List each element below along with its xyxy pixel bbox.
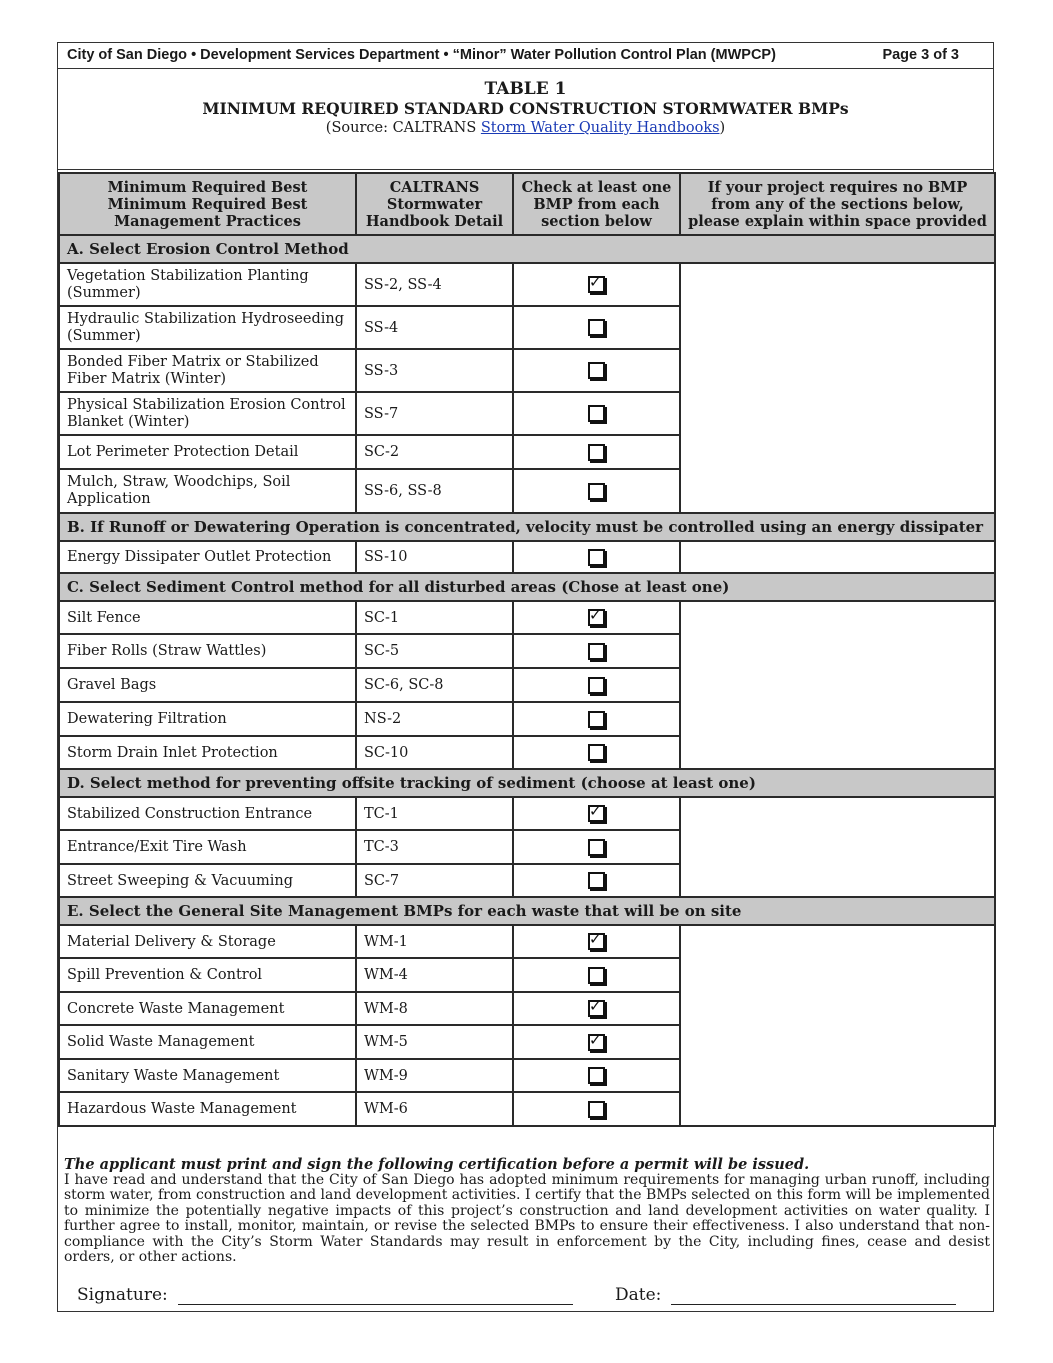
signature-field bbox=[77, 1285, 573, 1305]
bmp-detail: SC-2 bbox=[356, 435, 513, 469]
section-d-label: D. Select method for preventing offsite tracking of sediment (choose at least one) bbox=[59, 769, 995, 797]
bmp-name: Fiber Rolls (Straw Wattles) bbox=[59, 634, 356, 668]
checkbox[interactable] bbox=[588, 276, 605, 293]
table-row bbox=[59, 797, 995, 830]
section-a-label: A. Select Erosion Control Method bbox=[59, 235, 995, 263]
col-header-bmp: Minimum Required Best Minimum Required Best Management Practices bbox=[59, 173, 356, 235]
checkbox[interactable] bbox=[588, 1000, 605, 1017]
bmp-detail: SC-1 bbox=[356, 601, 513, 634]
bmp-detail: WM-4 bbox=[356, 958, 513, 992]
table-title-block bbox=[58, 79, 993, 137]
bmp-name: Dewatering Filtration bbox=[59, 702, 356, 736]
bmp-name: Mulch, Straw, Woodchips, Soil Application bbox=[59, 469, 356, 513]
handbooks-link[interactable]: Storm Water Quality Handbooks bbox=[480, 120, 720, 136]
section-c-label: C. Select Sediment Control method for all disturbed areas (Chose at least one) bbox=[59, 573, 995, 601]
checkbox[interactable] bbox=[588, 805, 605, 822]
bmp-detail: WM-6 bbox=[356, 1092, 513, 1126]
bmp-detail: WM-5 bbox=[356, 1025, 513, 1059]
date-line[interactable] bbox=[671, 1288, 956, 1305]
signature-line[interactable] bbox=[178, 1288, 573, 1305]
checkbox[interactable] bbox=[588, 1067, 605, 1084]
certification-lead: The applicant must print and sign the following certification before a permit will be issued. bbox=[64, 1156, 810, 1173]
table-row bbox=[59, 925, 995, 958]
checkbox[interactable] bbox=[588, 444, 605, 461]
table-heading: MINIMUM REQUIRED STANDARD CONSTRUCTION STORMWATER BMPs bbox=[202, 99, 849, 118]
bmp-name: Solid Waste Management bbox=[59, 1025, 356, 1059]
bmp-name: Sanitary Waste Management bbox=[59, 1059, 356, 1092]
section-row-c bbox=[59, 573, 995, 601]
checkbox[interactable] bbox=[588, 967, 605, 984]
bmp-name: Gravel Bags bbox=[59, 668, 356, 702]
checkbox[interactable] bbox=[588, 933, 605, 950]
section-row-d bbox=[59, 769, 995, 797]
checkbox[interactable] bbox=[588, 549, 605, 566]
bmp-detail: SS-7 bbox=[356, 392, 513, 435]
table-row bbox=[59, 601, 995, 634]
checkbox[interactable] bbox=[588, 1034, 605, 1051]
signature-label: Signature: bbox=[77, 1285, 168, 1305]
bmp-detail: SS-6, SS-8 bbox=[356, 469, 513, 513]
bmp-name: Lot Perimeter Protection Detail bbox=[59, 435, 356, 469]
explanation-box-c[interactable] bbox=[680, 601, 995, 769]
bmp-detail: SC-6, SC-8 bbox=[356, 668, 513, 702]
bmp-name: Concrete Waste Management bbox=[59, 992, 356, 1025]
bmp-detail: SS-10 bbox=[356, 541, 513, 573]
certification-text: I have read and understand that the City of San Diego has adopted minimum requirements for managing urban runoff, including storm water, from construction and land development activities. I certify that the BMPs selected on this form will be implemented to minimize the potentially negative impacts of this project’s construction and land development activities on water quality. I further agree to install, monitor, maintain, or revise the selected BMPs to ensure their effectiveness. I also understand that non-compliance with the City’s Storm Water Standards may result in enforcement by the City, including fines, cease and desist orders, or other actions. bbox=[64, 1171, 990, 1265]
source-suffix: ) bbox=[719, 120, 726, 136]
checkbox[interactable] bbox=[588, 711, 605, 728]
bmp-name: Hydraulic Stabilization Hydroseeding (Summer) bbox=[59, 306, 356, 349]
page-header bbox=[58, 43, 993, 69]
date-label: Date: bbox=[615, 1285, 662, 1305]
bmp-name: Material Delivery & Storage bbox=[59, 925, 356, 958]
bmp-detail: SS-3 bbox=[356, 349, 513, 392]
checkbox[interactable] bbox=[588, 677, 605, 694]
checkbox[interactable] bbox=[588, 362, 605, 379]
explanation-box-d[interactable] bbox=[680, 797, 995, 897]
bmp-name: Spill Prevention & Control bbox=[59, 958, 356, 992]
bmp-detail: SS-2, SS-4 bbox=[356, 263, 513, 306]
section-row-b bbox=[59, 513, 995, 541]
table-row bbox=[59, 263, 995, 306]
bmp-name: Physical Stabilization Erosion Control Blanket (Winter) bbox=[59, 392, 356, 435]
bmp-detail: TC-3 bbox=[356, 830, 513, 864]
explanation-box-b[interactable] bbox=[680, 541, 995, 573]
table-source bbox=[58, 119, 993, 137]
checkbox[interactable] bbox=[588, 872, 605, 889]
bmp-detail: SC-10 bbox=[356, 736, 513, 769]
date-field bbox=[615, 1285, 956, 1305]
checkbox[interactable] bbox=[588, 405, 605, 422]
checkbox[interactable] bbox=[588, 609, 605, 626]
bmp-name: Storm Drain Inlet Protection bbox=[59, 736, 356, 769]
page-number: Page 3 of 3 bbox=[882, 47, 959, 63]
checkbox[interactable] bbox=[588, 744, 605, 761]
bmp-detail: WM-1 bbox=[356, 925, 513, 958]
bmp-detail: TC-1 bbox=[356, 797, 513, 830]
section-row-e bbox=[59, 897, 995, 925]
explanation-box-a[interactable] bbox=[680, 263, 995, 513]
col-header-caltrans: CALTRANS Stormwater Handbook Detail bbox=[356, 173, 513, 235]
source-prefix: (Source: CALTRANS bbox=[325, 120, 481, 136]
bmp-detail: NS-2 bbox=[356, 702, 513, 736]
checkbox[interactable] bbox=[588, 1101, 605, 1118]
checkbox[interactable] bbox=[588, 839, 605, 856]
section-e-label: E. Select the General Site Management BMPs for each waste that will be on site bbox=[59, 897, 995, 925]
bmp-name: Silt Fence bbox=[59, 601, 356, 634]
bmp-name: Bonded Fiber Matrix or Stabilized Fiber Matrix (Winter) bbox=[59, 349, 356, 392]
explanation-box-e[interactable] bbox=[680, 925, 995, 1126]
bmp-name: Vegetation Stabilization Planting (Summer) bbox=[59, 263, 356, 306]
bmp-name: Energy Dissipater Outlet Protection bbox=[59, 541, 356, 573]
header-title: City of San Diego • Development Services Department • “Minor” Water Pollution Control Plan (MWPCP) bbox=[67, 47, 776, 63]
table-row bbox=[59, 541, 995, 573]
bmp-name: Hazardous Waste Management bbox=[59, 1092, 356, 1126]
bmp-detail: WM-9 bbox=[356, 1059, 513, 1092]
col-header-explain: If your project requires no BMP from any of the sections below, please explain within space provided bbox=[680, 173, 995, 235]
certification-block bbox=[64, 1157, 990, 1266]
bmp-detail: WM-8 bbox=[356, 992, 513, 1025]
bmp-detail: SC-7 bbox=[356, 864, 513, 897]
section-row-a bbox=[59, 235, 995, 263]
form-page bbox=[57, 42, 994, 1312]
bmp-detail: SS-4 bbox=[356, 306, 513, 349]
divider bbox=[58, 169, 993, 170]
bmp-detail: SC-5 bbox=[356, 634, 513, 668]
bmp-name: Entrance/Exit Tire Wash bbox=[59, 830, 356, 864]
bmp-name: Stabilized Construction Entrance bbox=[59, 797, 356, 830]
table-number: TABLE 1 bbox=[484, 79, 567, 99]
table-header-row bbox=[59, 173, 995, 235]
checkbox[interactable] bbox=[588, 319, 605, 336]
checkbox[interactable] bbox=[588, 483, 605, 500]
section-b-label: B. If Runoff or Dewatering Operation is concentrated, velocity must be controlled using an energy dissipater bbox=[59, 513, 995, 541]
col-header-check: Check at least one BMP from each section below bbox=[513, 173, 680, 235]
bmp-name: Street Sweeping & Vacuuming bbox=[59, 864, 356, 897]
bmp-table bbox=[58, 172, 996, 1127]
checkbox[interactable] bbox=[588, 643, 605, 660]
